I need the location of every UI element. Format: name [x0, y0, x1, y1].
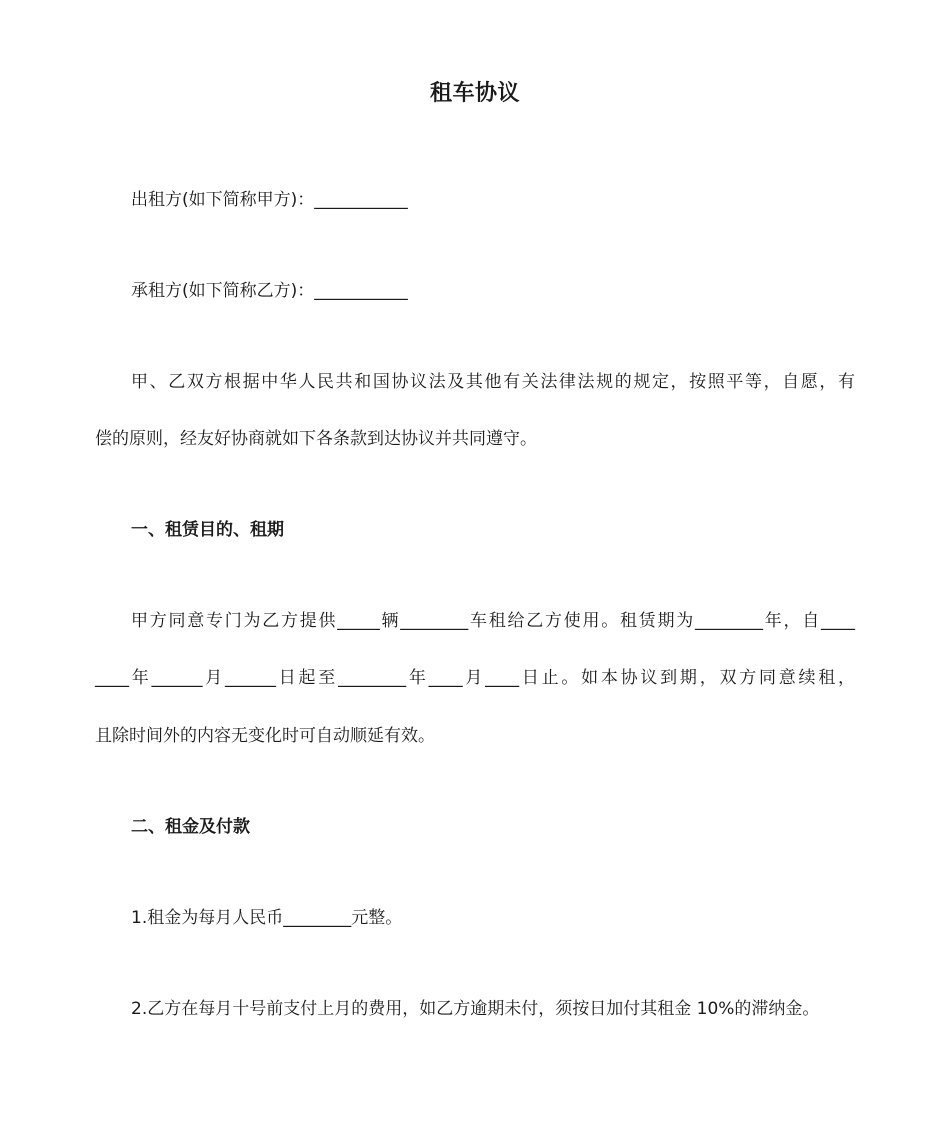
section2-heading: 二、租金及付款 [131, 817, 250, 837]
preamble-line-1: 甲、乙双方根据中华人民共和国协议法及其他有关法律法规的规定，按照平等，自愿，有 [131, 372, 855, 392]
preamble-line-2: 偿的原则，经友好协商就如下各条款到达协议并共同遵守。 [95, 429, 537, 449]
lessee-line: 承租方(如下简称乙方)：___________ [131, 281, 408, 301]
section2-item-2: 2.乙方在每月十号前支付上月的费用，如乙方逾期未付，须按日加付其租金 10%的滞纳金。 [131, 999, 820, 1019]
section1-body-line-3: 且除时间外的内容无变化时可自动顺延有效。 [95, 726, 435, 746]
section1-body-line-2: ____年______月______日起至________年____月____日止。如本协议到期，双方同意续租， [95, 668, 855, 688]
section2-item-1: 1.租金为每月人民币________元整。 [131, 908, 403, 928]
section1-heading: 一、租赁目的、租期 [131, 520, 284, 540]
lessor-line: 出租方(如下简称甲方)：___________ [131, 190, 408, 210]
document-title: 租车协议 [429, 81, 520, 106]
section1-body-line-1: 甲方同意专门为乙方提供_____辆________车租给乙方使用。租赁期为________年，自____ [131, 611, 855, 631]
